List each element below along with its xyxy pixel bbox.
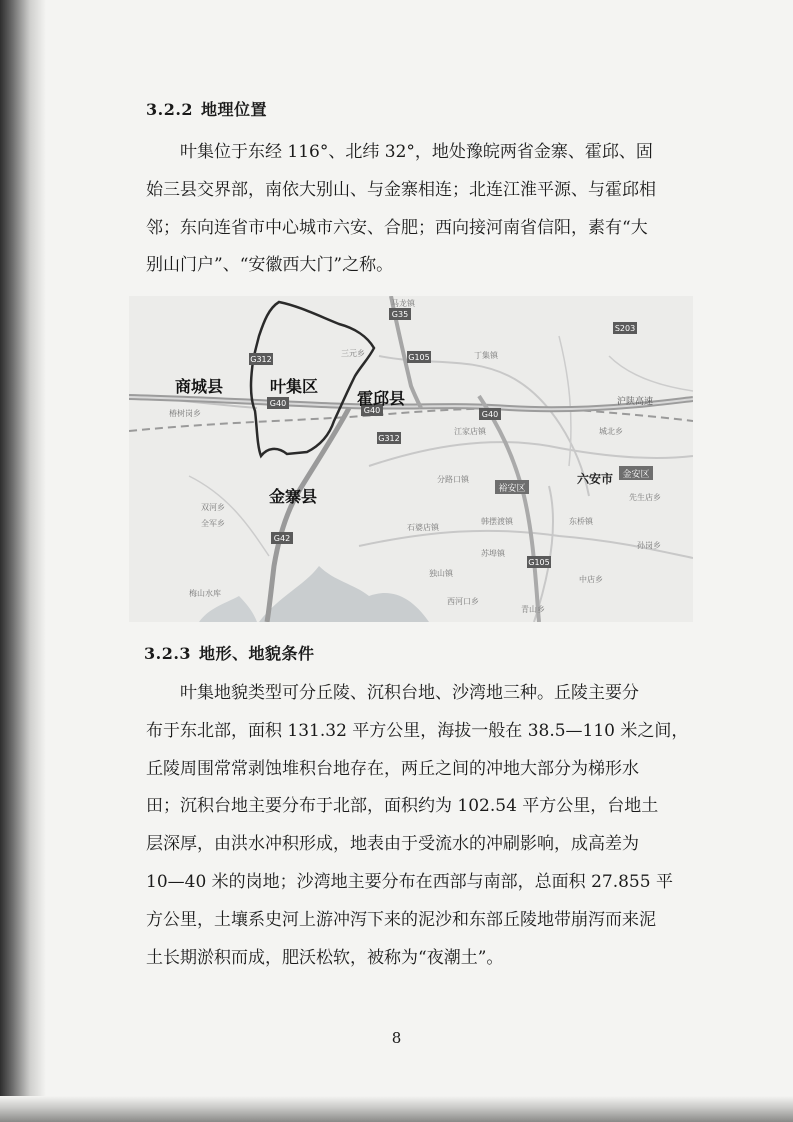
town-label: 江家店镇 (454, 427, 486, 436)
town-label: 石婆店镇 (407, 523, 439, 532)
town-label: 苏埠镇 (481, 549, 505, 558)
section-title: 地理位置 (201, 100, 268, 119)
svg-text:G105: G105 (528, 558, 550, 567)
reservoir-shape (259, 566, 429, 622)
town-label: 全军乡 (201, 519, 225, 528)
paragraph-line: 始三县交界部，南依大别山、与金寨相连；北连江淮平源、与霍邱相 (146, 179, 656, 200)
town-label: 独山镇 (429, 569, 453, 578)
road-shield-g105 (527, 556, 551, 568)
place-label-jinan (619, 466, 653, 480)
road-shield-g35 (389, 308, 411, 320)
paragraph-line: 别山门户”、“安徽西大门”之称。 (146, 255, 394, 276)
road-line (189, 476, 269, 556)
road-shield-g105 (407, 351, 431, 363)
section-heading-geo-location (146, 97, 267, 120)
town-label: 城北乡 (599, 427, 623, 436)
svg-text:G42: G42 (273, 534, 291, 543)
road-shield-g312 (249, 353, 273, 365)
town-label: 韩摆渡镇 (481, 517, 513, 526)
section-number: 3.2.2 (146, 100, 194, 119)
place-label-yuan (495, 480, 529, 494)
road-line (559, 336, 571, 466)
svg-text:G35: G35 (391, 310, 409, 319)
location-map (129, 296, 693, 622)
paragraph-line: 丘陵周围常常剥蚀堆积台地存在，两丘之间的冲地大部分为梯形水 (146, 758, 639, 779)
paragraph-location (146, 134, 692, 285)
road-shield-g40 (479, 408, 501, 420)
paragraph-line: 10—40 米的岗地；沙湾地主要分布在西部与南部，总面积 27.855 平 (146, 871, 673, 892)
paragraph-line: 田；沉积台地主要分布于北部，面积约为 102.54 平方公里，台地土 (146, 796, 659, 817)
road-shield-g42 (271, 532, 293, 544)
paragraph-line: 叶集地貌类型可分丘陵、沉积台地、沙湾地三种。丘陵主要分 (180, 683, 639, 703)
paragraph-line: 方公里，土壤系史河上游冲泻下来的泥沙和东部丘陵地带崩泻而来泥 (146, 909, 656, 930)
town-label: 三元乡 (341, 349, 365, 358)
svg-text:G40: G40 (269, 399, 287, 408)
town-label: 梅山水库 (189, 589, 221, 598)
reservoir-shape-small (199, 596, 257, 622)
paragraph-line: 层深厚，由洪水冲积形成，地表由于受流水的冲刷影响，成高差为 (146, 834, 639, 855)
town-label: 西河口乡 (447, 597, 479, 606)
section-number: 3.2.3 (144, 644, 192, 663)
road-shield-g312 (377, 432, 401, 444)
road-shield-g40 (267, 397, 289, 409)
place-label-huoqiu: 霍邱县 (357, 389, 406, 408)
scan-edge-left (0, 0, 46, 1122)
svg-text:G312: G312 (250, 355, 272, 364)
town-label: 中店乡 (579, 575, 603, 584)
town-label: 东桥镇 (569, 517, 593, 526)
map-canvas (129, 296, 693, 622)
town-label: 丁集镇 (474, 351, 498, 360)
town-label: 分路口镇 (437, 475, 469, 484)
highway-g105 (479, 396, 539, 622)
svg-text:G312: G312 (378, 434, 400, 443)
place-label-luan: 六安市 (577, 472, 614, 486)
svg-text:G105: G105 (408, 353, 430, 362)
svg-text:G40: G40 (363, 406, 381, 415)
section-title: 地形、地貌条件 (199, 644, 315, 663)
svg-text:S203: S203 (614, 324, 636, 333)
scan-edge-bottom (0, 1096, 793, 1122)
svg-text:金安区: 金安区 (622, 470, 650, 480)
place-label-shangcheng: 商城县 (175, 377, 224, 396)
paragraph-terrain (146, 675, 692, 977)
section-heading-terrain (144, 641, 315, 664)
town-label: 先生店乡 (629, 493, 661, 502)
place-label-jinzhai: 金寨县 (269, 487, 318, 506)
paragraph-line: 邻；东向连省市中心城市六安、合肥；西向接河南省信阳，素有“大 (146, 217, 648, 238)
paragraph-line: 土长期淤积而成，肥沃松软，被称为“夜潮土”。 (146, 947, 504, 968)
paragraph-line: 布于东北部，面积 131.32 平方公里，海拔一般在 38.5—110 米之间， (146, 720, 689, 741)
place-label-yeji: 叶集区 (270, 377, 319, 396)
town-label: 双河乡 (201, 503, 225, 512)
svg-text:G40: G40 (481, 410, 499, 419)
town-label: 马龙镇 (391, 299, 415, 308)
expressway-name-label: 沪陕高速 (617, 397, 654, 407)
town-label: 椿树岗乡 (169, 409, 201, 418)
road-shield-s203 (613, 322, 637, 334)
paragraph-line: 叶集位于东经 116°、北纬 32°，地处豫皖两省金寨、霍邱、固 (180, 142, 653, 162)
town-label: 青山乡 (521, 605, 545, 614)
svg-text:裕安区: 裕安区 (498, 484, 526, 494)
page-number: 8 (391, 1029, 402, 1047)
road-line (369, 442, 693, 466)
road-line (609, 356, 693, 391)
town-label: 孙岗乡 (637, 541, 661, 550)
